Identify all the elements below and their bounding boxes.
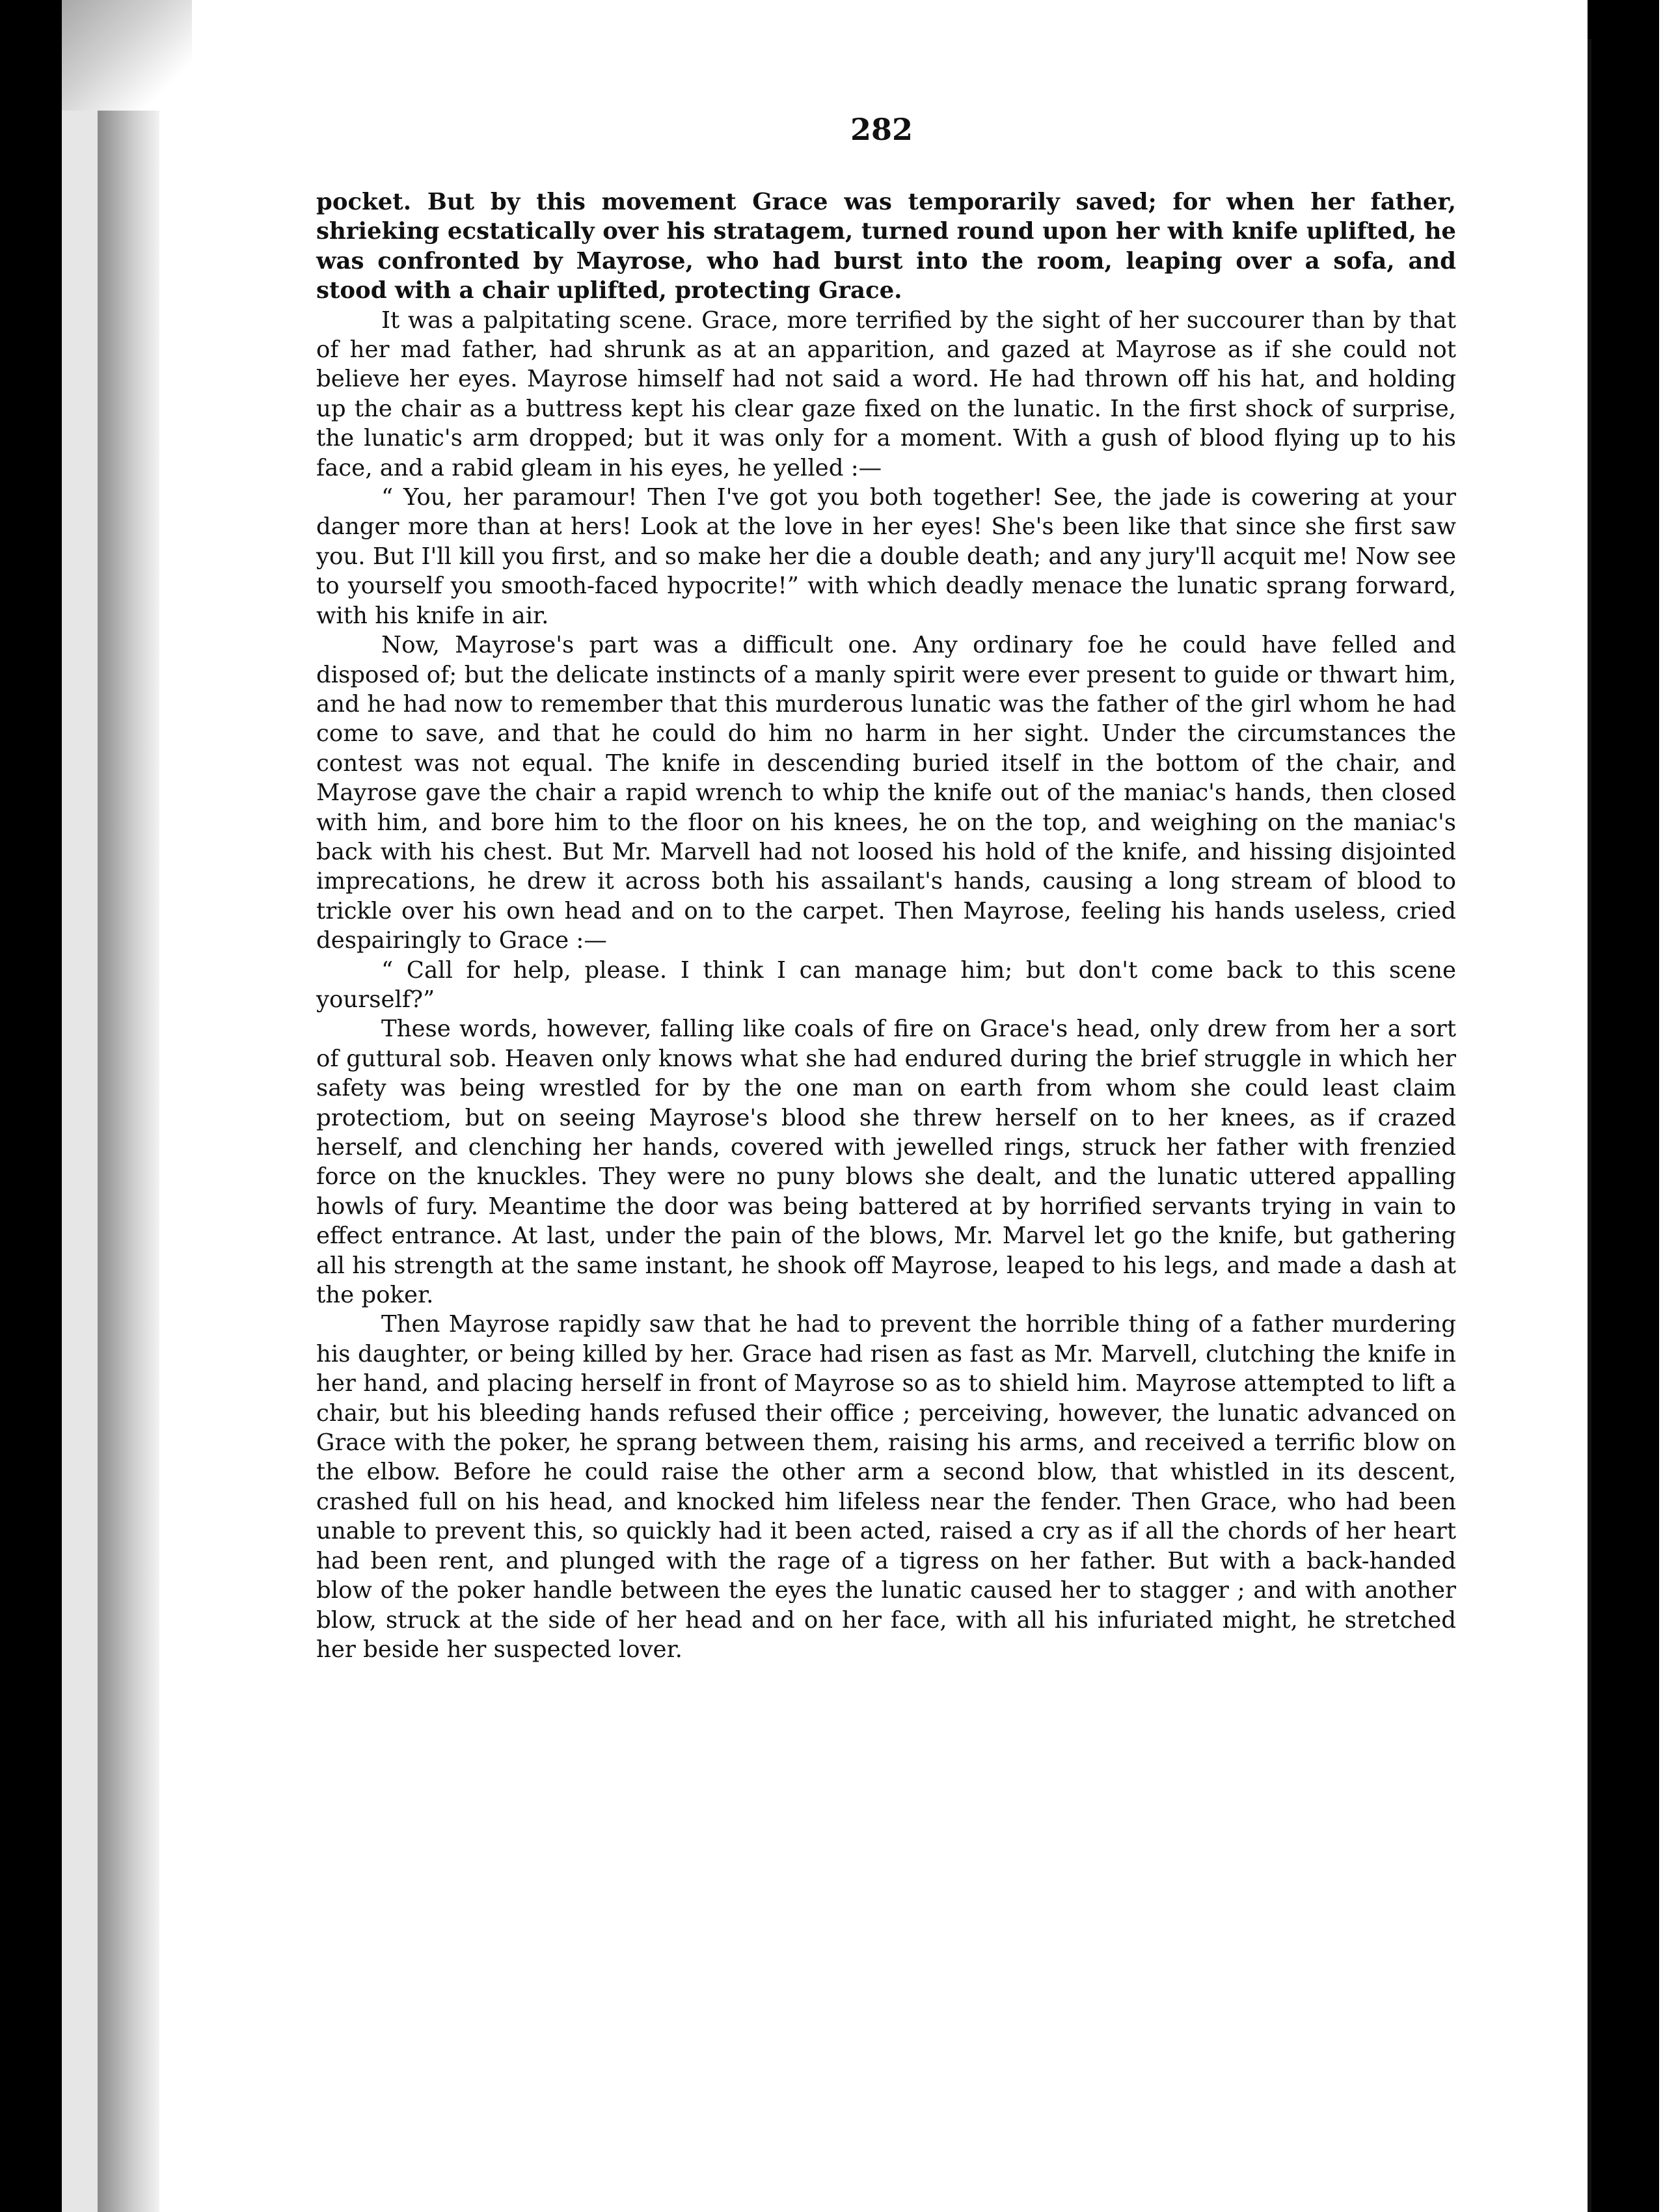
page-gutter-shadow bbox=[98, 0, 159, 2212]
body-text bbox=[316, 187, 1456, 1664]
paragraph-4: Now, Mayrose's part was a difficult one. Any ordinary foe he could have felled and disposed of; but the delicate instincts of a manly spirit were ever present to guide or thwart him, and he had now to remember that this murderous lunatic was the father of the girl whom he had come to save, and that he could do him no harm in her sight. Under the circumstances the contest was not equal. The knife in descending buried itself in the bottom of the chair, and Mayrose gave the chair a rapid wrench to whip the knife out of the maniac's hands, then closed with him, and bore him to the floor on his knees, he on the top, and weighing on the maniac's back with his chest. But Mr. Marvell had not loosed his hold of the knife, and hissing disjointed imprecations, he drew it across both his assailant's hands, causing a long stream of blood to trickle over his own head and on to the carpet. Then Mayrose, feeling his hands useless, cried despairingly to Grace :— bbox=[316, 632, 1456, 954]
paragraph-7: Then Mayrose rapidly saw that he had to prevent the horrible thing of a father murdering his daughter, or being killed by her. Grace had risen as fast as Mr. Marvell, clutching the knife in her hand, and placing herself in front of Mayrose so as to shield him. Mayrose attempted to lift a chair, but his bleeding hands refused their office ; perceiving, however, the lunatic advanced on Grace with the poker, he sprang between them, raising his arms, and received a terrific blow on the elbow. Before he could raise the other arm a second blow, that whistled in its descent, crashed full on his head, and knocked him lifeless near the fender. Then Grace, who had been unable to prevent this, so quickly had it been acted, raised a cry as if all the chords of her heart had been rent, and plunged with the rage of a tigress on her father. But with a back-handed blow of the poker handle between the eyes the lunatic caused her to stagger ; and with another blow, struck at the side of her head and on her face, with all his infuriated might, he stretched her beside her suspected lover. bbox=[316, 1311, 1456, 1663]
paragraph-3: “ You, her paramour! Then I've got you both together! See, the jade is cowering at your danger more than at hers! Look at the love in her eyes! She's been like that since she first saw you. But I'll kill you first, and so make her die a double death; and any jury'll acquit me! Now see to yourself you smooth-faced hypocrite!” with which deadly menace the lunatic sprang forward, with his knife in air. bbox=[316, 484, 1456, 629]
page-corner-fold bbox=[62, 0, 192, 111]
page-right-edge bbox=[1659, 0, 1663, 2212]
page-border-line bbox=[1588, 39, 1591, 2212]
paragraph-2: It was a palpitating scene. Grace, more terrified by the sight of her succourer than by that of her mad father, had shrunk as at an apparition, and gazed at Mayrose as if she could not believe her eyes. Mayrose himself had not said a word. He had thrown off his hat, and holding up the chair as a buttress kept his clear gaze fixed on the lunatic. In the first shock of surprise, the lunatic's arm dropped; but it was only for a moment. With a gush of blood flying up to his face, and a rabid gleam in his eyes, he yelled :— bbox=[316, 306, 1456, 481]
paragraph-6: These words, however, falling like coals of fire on Grace's head, only drew from her a sort of guttural sob. Heaven only knows what she had endured during the brief struggle in which her safety was being wrestled for by the one man on earth from whom she could least claim protectiom, but on seeing Mayrose's blood she threw herself on to her knees, as if crazed herself, and clenching her hands, covered with jewelled rings, struck her father with frenzied force on the knuckles. They were no puny blows she dealt, and the lunatic uttered appalling howls of fury. Meantime the door was being battered at by horrified servants trying in vain to effect entrance. At last, under the pain of the blows, Mr. Marvel let go the knife, but gathering all his strength at the same instant, he shook off Mayrose, leaped to his legs, and made a dash at the poker. bbox=[316, 1016, 1456, 1309]
paragraph-5: “ Call for help, please. I think I can manage him; but don't come back to this scene yourself?” bbox=[316, 956, 1456, 1013]
page-number: 282 bbox=[850, 112, 913, 147]
paragraph-1: pocket. But by this movement Grace was temporarily saved; for when her father, shrieking ecstatically over his stratagem, turned round upon her with knife uplifted, he was confronted by Mayrose, who had burst into the room, leaping over a sofa, and stood with a chair uplifted, protecting Grace. bbox=[316, 189, 1456, 304]
